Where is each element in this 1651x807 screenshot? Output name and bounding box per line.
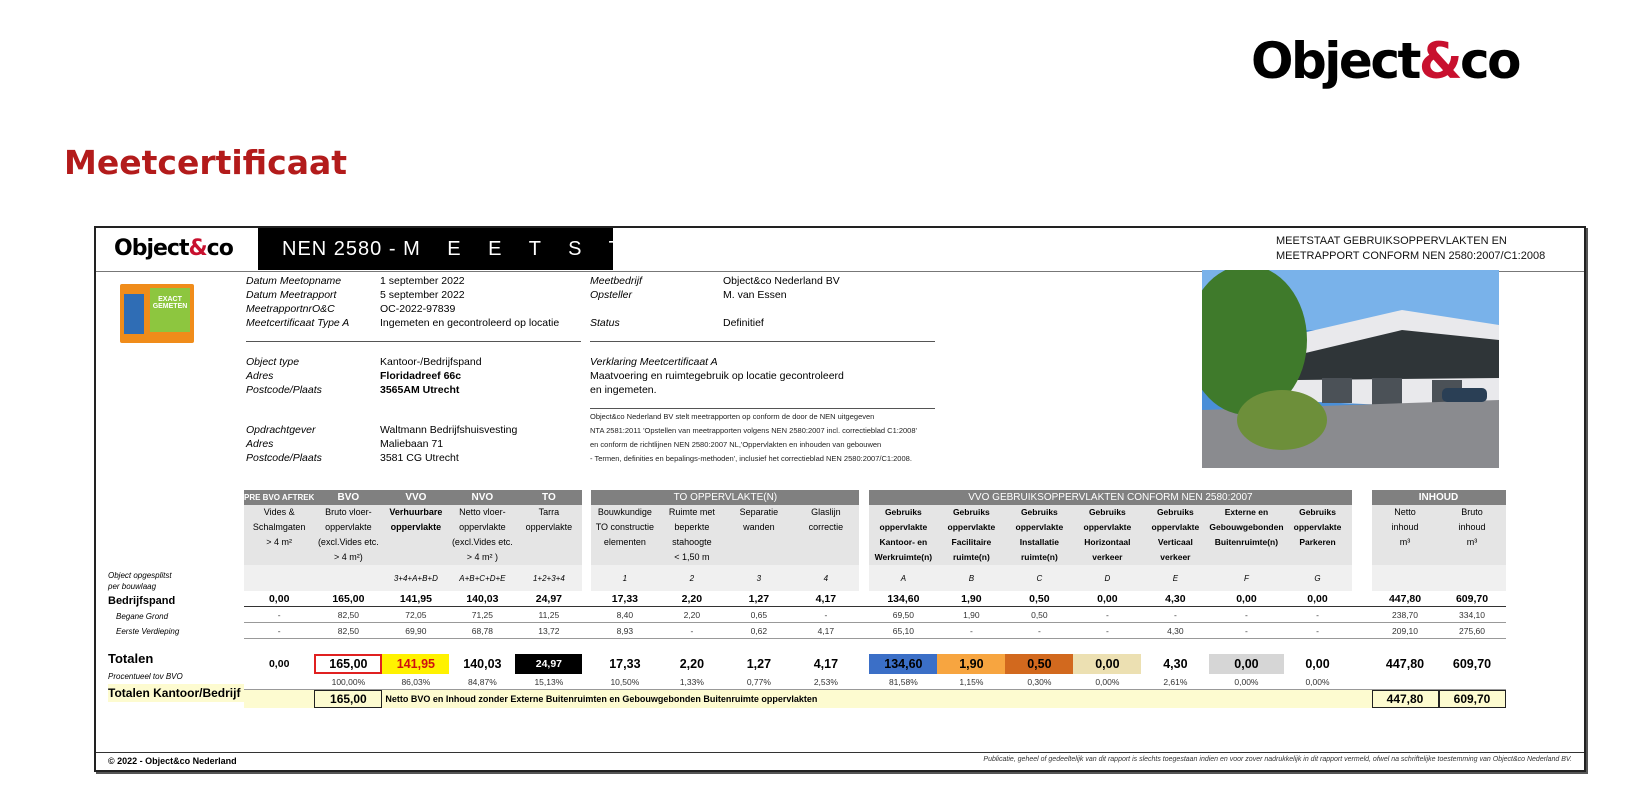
- floor-cell: -: [658, 623, 725, 639]
- totalen-kantoor-row: [244, 690, 1506, 709]
- column-header: Tarra oppervlakte: [515, 505, 582, 565]
- bedrijfspand-cell: 4,17: [792, 591, 859, 607]
- column-header: Verhuurbare oppervlakte: [382, 505, 449, 565]
- floor-cell: -: [1209, 607, 1283, 623]
- column-header: Gebruiks oppervlakte Kantoor- en Werkruimte(n): [869, 505, 937, 565]
- bedrijfspand-cell: 2,20: [658, 591, 725, 607]
- floor-cell: -: [1073, 623, 1141, 639]
- bedrijfspand-cell: 165,00: [314, 591, 382, 607]
- bedrijfspand-cell: 1,27: [725, 591, 792, 607]
- label: Opsteller: [590, 289, 633, 301]
- formula-cell: B: [937, 565, 1005, 591]
- group-header-row: [244, 490, 1506, 505]
- floor-cell: 82,50: [314, 607, 382, 623]
- floor-cell: 11,25: [515, 607, 582, 623]
- column-header: Bouwkundige TO constructie elementen: [591, 505, 658, 565]
- certificate-logo: Object&co: [114, 236, 233, 261]
- label: Postcode/Plaats: [246, 384, 322, 396]
- bedrijfspand-cell: 0,00: [244, 591, 314, 607]
- value: OC-2022-97839: [380, 303, 456, 315]
- floor-cell: 0,62: [725, 623, 792, 639]
- floor-cell: 8,93: [591, 623, 658, 639]
- floor-label: Begane Grond: [116, 612, 169, 621]
- column-header: Netto vloer- oppervlakte (excl.Vides etc. > 4 m² ): [449, 505, 515, 565]
- totalen-cell: 2,20: [679, 657, 705, 671]
- totalen-cell: 17,33: [609, 657, 641, 671]
- label: Verklaring Meetcertificaat A: [590, 356, 718, 368]
- percentage-cell: 0,00%: [1073, 674, 1141, 690]
- formula-cell: 2: [658, 565, 725, 591]
- totalen-cell: 1,27: [746, 657, 772, 671]
- value: Floridadreef 66c: [380, 370, 462, 382]
- label: Datum Meetrapport: [246, 289, 337, 301]
- client-block: [246, 423, 586, 468]
- value: Maatvoering en ruimtegebruik op locatie gecontroleerd: [590, 370, 844, 382]
- floor-cell: 68,78: [449, 623, 515, 639]
- floor-cell: 2,20: [658, 607, 725, 623]
- percentage-cell: 84,87%: [449, 674, 515, 690]
- formula-cell: [1372, 565, 1439, 591]
- column-header: Externe en Gebouwgebonden Buitenruimte(n): [1209, 505, 1283, 565]
- column-header: Vides & Schalmgaten > 4 m²: [244, 505, 314, 565]
- floor-cell: -: [1284, 623, 1352, 639]
- formula-cell: 1: [591, 565, 658, 591]
- bedrijfspand-cell: 0,00: [1209, 591, 1283, 607]
- divider: [590, 408, 935, 409]
- percentage-cell: 0,77%: [725, 674, 792, 690]
- column-header: Gebruiks oppervlakte Verticaal verkeer: [1141, 505, 1209, 565]
- column-header: Bruto vloer- oppervlakte (excl.Vides etc. > 4 m²): [314, 505, 382, 565]
- value: M. van Essen: [723, 289, 787, 301]
- totalen-cell: 141,95: [382, 654, 449, 674]
- value: 3581 CG Utrecht: [380, 452, 459, 464]
- column-header: Bruto inhoud m³: [1439, 505, 1506, 565]
- floor-cell: 71,25: [449, 607, 515, 623]
- kantoor-bruto-inhoud: 609,70: [1439, 690, 1506, 709]
- bedrijfspand-cell: 141,95: [382, 591, 449, 607]
- floor-cell: 275,60: [1439, 623, 1506, 639]
- floor-row: [244, 607, 1506, 623]
- bedrijfspand-cell: 609,70: [1439, 591, 1506, 607]
- floor-cell: 238,70: [1372, 607, 1439, 623]
- floor-cell: 82,50: [314, 623, 382, 639]
- totalen-row: [244, 654, 1506, 674]
- percentage-cell: 81,58%: [869, 674, 937, 690]
- bedrijfspand-cell: 24,97: [515, 591, 582, 607]
- percentage-cell: 15,13%: [515, 674, 582, 690]
- formula-cell: G: [1284, 565, 1352, 591]
- kantoor-note: Netto BVO en Inhoud zonder Externe Buitenruimten en Gebouwgebonden Buitenruimte oppervlakten: [382, 690, 1351, 709]
- formula-cell: [244, 565, 314, 591]
- footer-disclaimer: Publicatie, geheel of gedeeltelijk van dit rapport is slechts toegestaan indien en voor zover nadrukkelijk in dit rapport vermeld, ofwel na schriftelijke toestemming van Object&co Nederland BV.: [983, 756, 1572, 763]
- totalen-cell: 0,50: [1005, 654, 1073, 674]
- bedrijfspand-cell: 0,00: [1073, 591, 1141, 607]
- floor-cell: -: [1141, 607, 1209, 623]
- measurement-certificate: [94, 226, 1586, 772]
- floor-cell: -: [244, 623, 314, 639]
- meetstaat-table: [244, 490, 1506, 708]
- kantoor-bvo-value: 165,00: [314, 690, 382, 709]
- verklaring-block: [590, 355, 935, 400]
- totalen-cell: 447,80: [1385, 657, 1425, 671]
- value: 1 september 2022: [380, 275, 465, 287]
- exact-gemeten-badge-icon: EXACT GEMETEN: [120, 284, 194, 343]
- bedrijfspand-label: Bedrijfspand: [108, 595, 176, 607]
- floor-cell: 69,90: [382, 623, 449, 639]
- totalen-cell: 0,00: [1305, 657, 1330, 671]
- totalen-cell: 609,70: [1452, 657, 1492, 671]
- header-description: MEETSTAAT GEBRUIKSOPPERVLAKTEN EN MEETRAPPORT CONFORM NEN 2580:2007/C1:2008: [1276, 235, 1546, 262]
- floor-cell: -: [1209, 623, 1283, 639]
- floor-label: Eerste Verdieping: [116, 627, 180, 636]
- floor-cell: 8,40: [591, 607, 658, 623]
- value: en ingemeten.: [590, 384, 657, 396]
- totalen-cell: 4,17: [813, 657, 839, 671]
- formula-cell: E: [1141, 565, 1209, 591]
- percentage-cell: 2,61%: [1141, 674, 1209, 690]
- bedrijfspand-cell: 447,80: [1372, 591, 1439, 607]
- totalen-cell: 4,30: [1163, 657, 1188, 671]
- column-header: Ruimte met beperkte stahoogte < 1,50 m: [658, 505, 725, 565]
- percentage-cell: [1372, 674, 1439, 690]
- percentage-cell: 86,03%: [382, 674, 449, 690]
- group-vvo-gebruiks: VVO GEBRUIKSOPPERVLAKTEN CONFORM NEN 2580:2007: [869, 490, 1351, 505]
- totalen-cell: 0,00: [268, 658, 290, 670]
- page-title: Meetcertificaat: [64, 143, 348, 182]
- subheader-row: [244, 505, 1506, 565]
- label: Meetcertificaat Type A: [246, 317, 350, 329]
- formula-cell: 3+4+A+B+D: [382, 565, 449, 591]
- group-pre-bvo: PRE BVO AFTREK: [244, 490, 314, 505]
- bedrijfspand-cell: 0,00: [1284, 591, 1352, 607]
- floor-cell: 0,50: [1005, 607, 1073, 623]
- percentage-cell: 1,15%: [937, 674, 1005, 690]
- floor-cell: 0,65: [725, 607, 792, 623]
- percentage-cell: 1,33%: [658, 674, 725, 690]
- floor-cell: -: [937, 623, 1005, 639]
- group-nvo: NVO: [449, 490, 515, 505]
- dates-block: [246, 274, 586, 334]
- value: Waltmann Bedrijfshuisvesting: [380, 424, 518, 436]
- totalen-cell: 165,00: [314, 654, 382, 674]
- divider: [246, 341, 581, 342]
- formula-cell: D: [1073, 565, 1141, 591]
- kantoor-label: Totalen Kantoor/Bedrijf: [108, 684, 244, 702]
- formula-cell: 4: [792, 565, 859, 591]
- bedrijfspand-cell: 140,03: [449, 591, 515, 607]
- floor-cell: 65,10: [869, 623, 937, 639]
- group-bvo: BVO: [314, 490, 382, 505]
- formula-cell: C: [1005, 565, 1073, 591]
- totalen-cell: 134,60: [869, 654, 937, 674]
- floor-cell: 13,72: [515, 623, 582, 639]
- totalen-cell: 0,00: [1073, 654, 1141, 674]
- norm-notes: Object&co Nederland BV stelt meetrapporten op conform de door de NEN uitgegeven NTA 2581:2011 'Opstellen van meetrapporten volgens NEN 2580:2007 incl. correctieblad C1:2008' en conform de richtlijnen NEN 2580:2007 NL,'Oppervlakten en inhouden van gebouwen - Termen, definities en bepalings-methoden', inclusief het correctieblad NEN 2580:2007/C1:2008.: [590, 412, 917, 463]
- totalen-cell: 0,00: [1209, 654, 1283, 674]
- group-to-oppervlakte: TO OPPERVLAKTE(N): [591, 490, 859, 505]
- kantoor-netto-inhoud: 447,80: [1372, 690, 1439, 709]
- label: Adres: [246, 370, 274, 382]
- floor-cell: 72,05: [382, 607, 449, 623]
- bedrijfspand-cell: 4,30: [1141, 591, 1209, 607]
- bedrijfspand-cell: 17,33: [591, 591, 658, 607]
- formula-cell: [1439, 565, 1506, 591]
- divider: [590, 341, 935, 342]
- footer-copyright: © 2022 - Object&co Nederland: [108, 756, 237, 766]
- value: Ingemeten en gecontroleerd op locatie: [380, 317, 560, 329]
- floor-cell: 1,90: [937, 607, 1005, 623]
- label: Datum Meetopname: [246, 275, 342, 287]
- label: Status: [590, 317, 620, 329]
- label: Object type: [246, 356, 300, 368]
- group-inhoud: INHOUD: [1372, 490, 1506, 505]
- bedrijfspand-cell: 134,60: [869, 591, 937, 607]
- floor-cell: 209,10: [1372, 623, 1439, 639]
- object-block: [246, 355, 586, 400]
- floor-cell: 4,30: [1141, 623, 1209, 639]
- column-header: Separatie wanden: [725, 505, 792, 565]
- building-photo: [1202, 270, 1499, 468]
- floor-cell: 4,17: [792, 623, 859, 639]
- formula-cell: 1+2+3+4: [515, 565, 582, 591]
- floor-cell: 334,10: [1439, 607, 1506, 623]
- row-split-label: Object opgesplitst per bouwlaag: [108, 571, 172, 591]
- formula-cell: 3: [725, 565, 792, 591]
- floor-cell: -: [244, 607, 314, 623]
- value: Definitief: [723, 317, 764, 329]
- formula-row: [244, 565, 1506, 591]
- group-vvo: VVO: [382, 490, 449, 505]
- floor-cell: 69,50: [869, 607, 937, 623]
- percentage-cell: 2,53%: [792, 674, 859, 690]
- totalen-cell: 140,03: [463, 657, 502, 671]
- bedrijfspand-row: [244, 591, 1506, 607]
- label: Postcode/Plaats: [246, 452, 322, 464]
- percentage-cell: 10,50%: [591, 674, 658, 690]
- value: Kantoor-/Bedrijfspand: [380, 356, 482, 368]
- percentage-cell: 0,00%: [1209, 674, 1283, 690]
- percentage-label: Procentueel tov BVO: [108, 672, 183, 681]
- formula-cell: F: [1209, 565, 1283, 591]
- percentage-cell: 100,00%: [314, 674, 382, 690]
- formula-cell: [314, 565, 382, 591]
- column-header: Gebruiks oppervlakte Horizontaal verkeer: [1073, 505, 1141, 565]
- column-header: Gebruiks oppervlakte Installatie ruimte(n): [1005, 505, 1073, 565]
- percentage-cell: 0,30%: [1005, 674, 1073, 690]
- label: Adres: [246, 438, 274, 450]
- floor-cell: -: [1284, 607, 1352, 623]
- percentage-cell: [1439, 674, 1506, 690]
- value: Maliebaan 71: [380, 438, 444, 450]
- meetstaat-title-bar: NEN 2580 - M E E T S T A A T: [258, 228, 613, 270]
- percentage-cell: [244, 674, 314, 690]
- totalen-label: Totalen: [108, 651, 154, 666]
- label: Meetbedrijf: [590, 275, 642, 287]
- formula-cell: A: [869, 565, 937, 591]
- value: 3565AM Utrecht: [380, 384, 460, 396]
- bedrijfspand-cell: 0,50: [1005, 591, 1073, 607]
- totalen-cell: 24,97: [515, 654, 582, 674]
- floor-cell: -: [1005, 623, 1073, 639]
- value: 5 september 2022: [380, 289, 465, 301]
- formula-cell: A+B+C+D+E: [449, 565, 515, 591]
- floor-cell: -: [792, 607, 859, 623]
- totalen-cell: 1,90: [937, 654, 1005, 674]
- bedrijfspand-cell: 1,90: [937, 591, 1005, 607]
- company-block: [590, 274, 930, 334]
- footer-divider: [96, 752, 1584, 753]
- value: Object&co Nederland BV: [723, 275, 840, 287]
- column-header: Gebruiks oppervlakte Parkeren: [1284, 505, 1352, 565]
- label: MeetrapportnrO&C: [246, 303, 335, 315]
- column-header: Netto inhoud m³: [1372, 505, 1439, 565]
- group-to: TO: [515, 490, 582, 505]
- percentage-row: [244, 674, 1506, 690]
- percentage-cell: 0,00%: [1284, 674, 1352, 690]
- label: Opdrachtgever: [246, 424, 316, 436]
- floor-cell: -: [1073, 607, 1141, 623]
- brand-logo: Object&co: [1251, 32, 1519, 90]
- column-header: Glaslijn correctie: [792, 505, 859, 565]
- column-header: Gebruiks oppervlakte Facilitaire ruimte(n): [937, 505, 1005, 565]
- floor-row: [244, 623, 1506, 639]
